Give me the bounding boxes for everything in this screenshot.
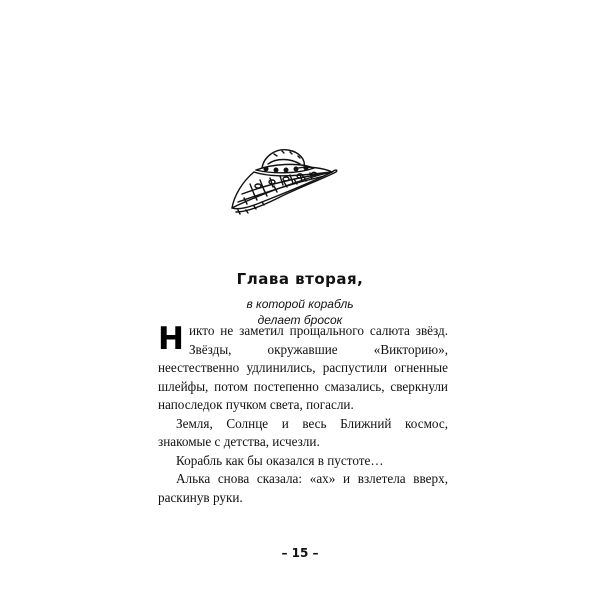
paragraph-1-text: икто не заметил прощального салюта звёзд. Звёзды, окружавшие «Викторию», неестественно удлинились, распустили огненные шлейфы, потом постепенно смазались, сверкнули напоследок пучком света, погасли. [158, 323, 448, 412]
paragraph-2: Земля, Солнце и весь Ближний космос, знакомые с детства, исчезли. [158, 415, 448, 449]
ufo-illustration [228, 138, 344, 222]
subtitle-line-2: делает бросок [257, 313, 343, 327]
chapter-body [158, 322, 448, 507]
drop-cap: Н [158, 321, 184, 357]
chapter-title: Глава вторая, [236, 270, 364, 288]
paragraph-1 [158, 322, 448, 415]
paragraph-4: Алька снова сказала: «ах» и взлетела вверх, раскинув руки. [158, 471, 448, 505]
paragraph-3: Корабль как бы оказался в пустоте… [176, 452, 384, 468]
subtitle-line-1: в которой корабль [246, 297, 354, 311]
page-number: – 15 – [281, 546, 319, 560]
